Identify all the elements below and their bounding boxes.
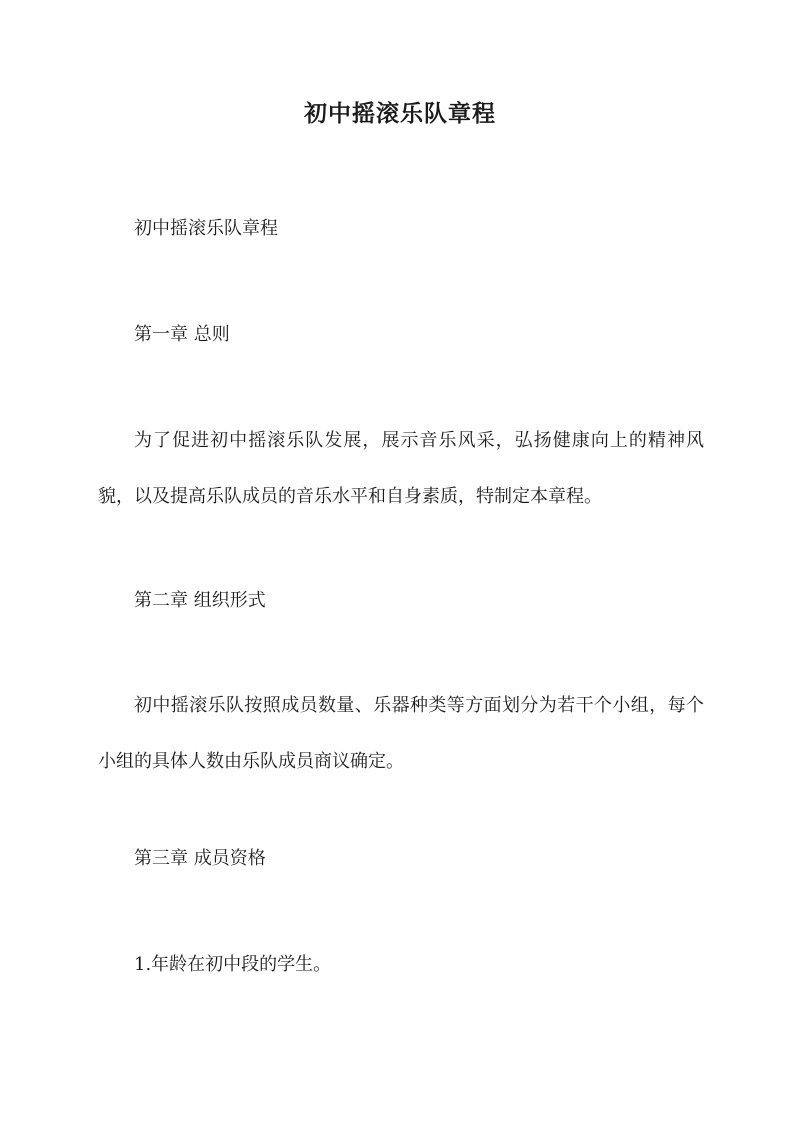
paragraph-chapter-1-heading: 第一章 总则	[134, 324, 230, 345]
paragraph-chapter-2-heading: 第二章 组织形式	[134, 590, 266, 611]
paragraph-chapter-1-body: 为了促进初中摇滚乐队发展，展示音乐风采，弘扬健康向上的精神风貌，以及提高乐队成员的音乐水平和自身素质，特制定本章程。	[98, 430, 704, 507]
paragraph-chapter-2-body: 初中摇滚乐队按照成员数量、乐器种类等方面划分为若干个小组，每个小组的具体人数由乐队成员商议确定。	[98, 695, 704, 772]
paragraph-item-1: 1.年龄在初中段的学生。	[134, 954, 332, 975]
paragraph-subtitle: 初中摇滚乐队章程	[134, 218, 278, 239]
document-title: 初中摇滚乐队章程	[304, 100, 496, 127]
paragraph-chapter-3-heading: 第三章 成员资格	[134, 848, 266, 869]
